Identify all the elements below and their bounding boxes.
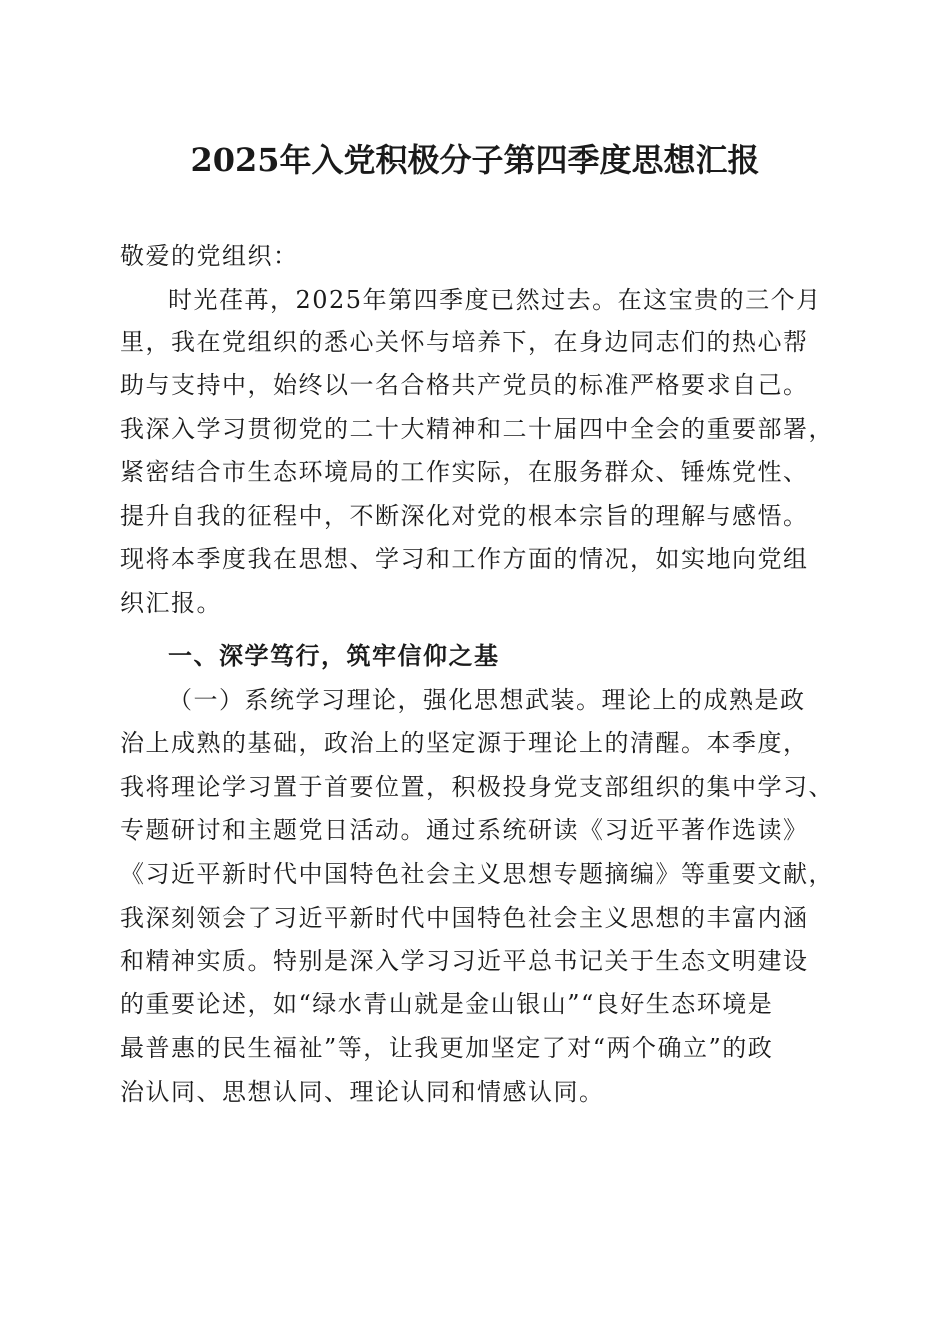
section-heading: 一、深学笃行，筑牢信仰之基 — [168, 642, 500, 670]
section-line: （一）系统学习理论，强化思想武装。理论上的成熟是政 — [168, 686, 806, 714]
section-line: 的重要论述，如“绿水青山就是金山银山”“良好生态环境是 — [120, 990, 774, 1018]
intro-line: 我深入学习贯彻党的二十大精神和二十届四中全会的重要部署， — [120, 415, 834, 443]
section-line: 和精神实质。特别是深入学习习近平总书记关于生态文明建设 — [120, 947, 809, 975]
intro-line: 现将本季度我在思想、学习和工作方面的情况，如实地向党组 — [120, 545, 809, 573]
section-line: 我将理论学习置于首要位置，积极投身党支部组织的集中学习、 — [120, 773, 834, 801]
section-line: 最普惠的民生福祉”等，让我更加坚定了对“两个确立”的政 — [120, 1034, 774, 1062]
intro-line: 提升自我的征程中，不断深化对党的根本宗旨的理解与感悟。 — [120, 502, 809, 530]
section-line: 我深刻领会了习近平新时代中国特色社会主义思想的丰富内涵 — [120, 904, 809, 932]
intro-line: 织汇报。 — [120, 589, 222, 617]
intro-line: 紧密结合市生态环境局的工作实际，在服务群众、锤炼党性、 — [120, 458, 809, 486]
section-line: 治认同、思想认同、理论认同和情感认同。 — [120, 1078, 605, 1106]
salutation: 敬爱的党组织： — [120, 242, 299, 270]
section-line: 治上成熟的基础，政治上的坚定源于理论上的清醒。本季度， — [120, 729, 809, 757]
section-line: 《习近平新时代中国特色社会主义思想专题摘编》等重要文献， — [120, 860, 834, 888]
document-title: 2025年入党积极分子第四季度思想汇报 — [190, 141, 760, 179]
intro-line: 时光荏苒，2025年第四季度已然过去。在这宝贵的三个月 — [168, 286, 822, 314]
section-line: 专题研讨和主题党日活动。通过系统研读《习近平著作选读》 — [120, 816, 809, 844]
intro-line: 里，我在党组织的悉心关怀与培养下，在身边同志们的热心帮 — [120, 328, 809, 356]
intro-line: 助与支持中，始终以一名合格共产党员的标准严格要求自己。 — [120, 371, 809, 399]
